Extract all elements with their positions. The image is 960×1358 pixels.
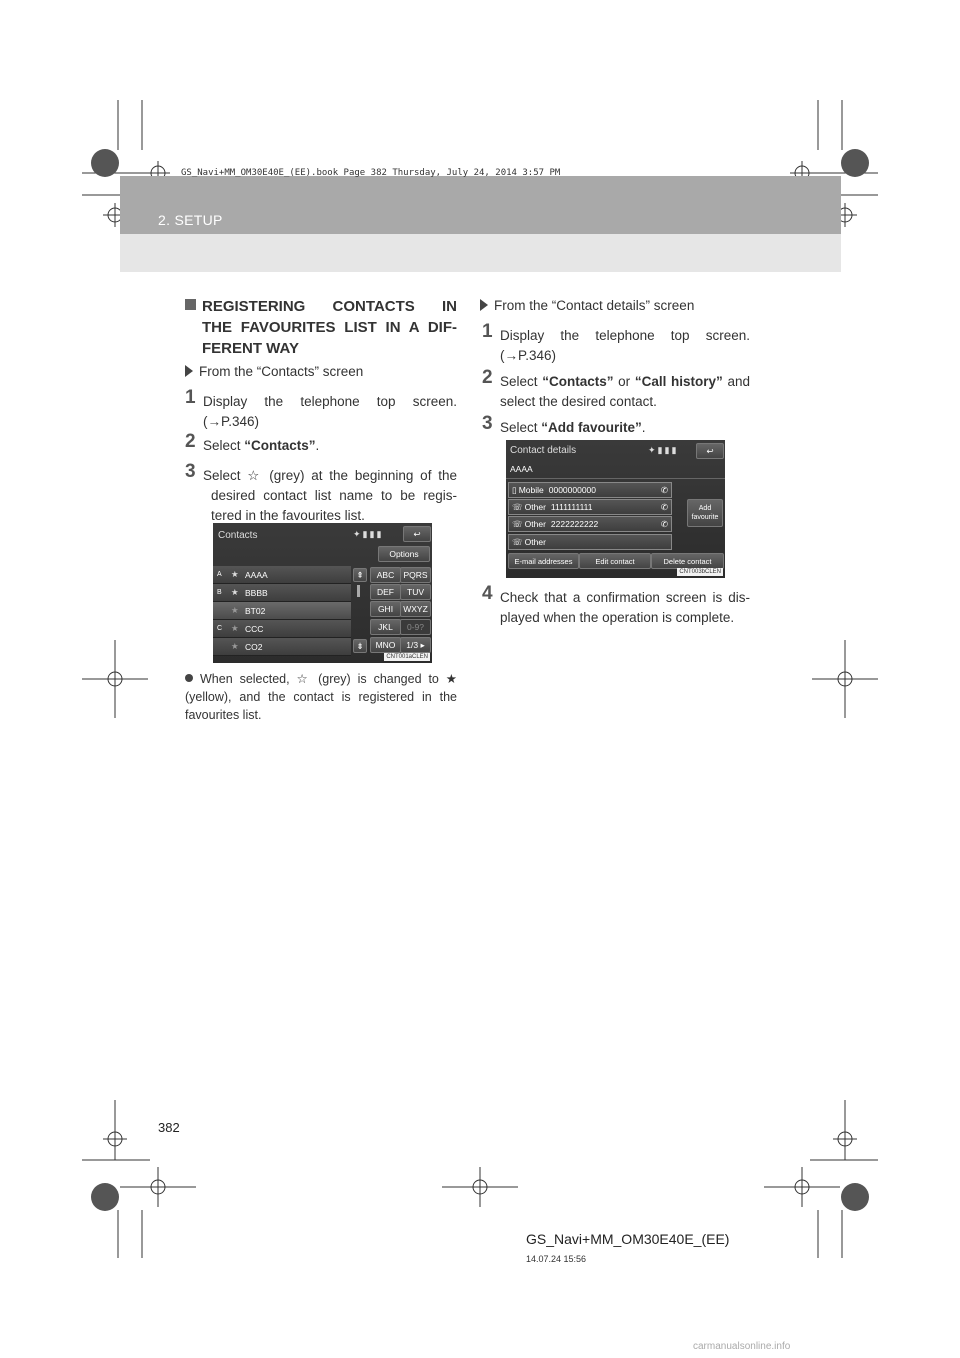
key-mno[interactable]: MNO: [370, 637, 401, 653]
contact-name: AAAA: [510, 464, 533, 474]
back-arrow-icon: ↩: [413, 528, 421, 539]
key-def[interactable]: DEF: [370, 584, 401, 600]
figure-code: CNT001aCLEN: [386, 654, 428, 660]
key-wxyz[interactable]: WXYZ: [400, 601, 431, 617]
page-number: 382: [158, 1120, 180, 1135]
call-icon: ✆: [660, 501, 668, 512]
add-favourite-button[interactable]: Add favourite: [687, 499, 723, 527]
contact-row[interactable]: ★ CO2: [213, 638, 351, 656]
note: When selected, ☆ (grey) is changed to ★ (yellow), and the contact is registered in the favourites list.: [185, 672, 457, 722]
star-icon[interactable]: ★: [231, 623, 239, 633]
key-ghi[interactable]: GHI: [370, 601, 401, 617]
contact-row[interactable]: B ★ BBBB: [213, 584, 351, 602]
star-icon[interactable]: ★: [231, 587, 239, 597]
right-step-1: 1 Display the telephone top screen. (→P.346): [482, 321, 750, 363]
section-title: 2. SETUP: [158, 212, 223, 228]
status-icons: ✦▮▮▮: [353, 529, 384, 539]
section-heading: REGISTERING CONTACTS IN THE FAVOURITES LIST IN A DIF- FERENT WAY: [185, 296, 457, 359]
watermark: carmanualsonline.info: [693, 1341, 791, 1352]
right-step-3: 3 Select “Add favourite”.: [482, 413, 646, 435]
screen-title: Contacts: [218, 530, 258, 541]
contact-row[interactable]: A ★ AAAA: [213, 566, 351, 584]
screen-title: Contact details: [510, 445, 577, 456]
scrollbar[interactable]: [357, 585, 360, 597]
key-numbers[interactable]: 0-9?: [400, 619, 431, 635]
contact-row[interactable]: ★ BT02: [213, 602, 351, 620]
triangle-right-icon: [480, 299, 488, 311]
phone-icon: ☏: [512, 536, 523, 547]
call-icon: ✆: [660, 518, 668, 529]
edit-contact-button[interactable]: Edit contact: [579, 553, 651, 569]
key-page[interactable]: 1/3 ▸: [400, 637, 431, 653]
star-icon[interactable]: ★: [231, 605, 239, 615]
double-down-icon: ⇟: [356, 640, 364, 651]
scroll-bottom-button[interactable]: [353, 639, 367, 653]
contact-details-screen: [506, 440, 725, 578]
phone-row[interactable]: ▯ Mobile 0000000000 ✆: [508, 482, 672, 498]
star-icon[interactable]: ★: [231, 641, 239, 651]
header-bar: [120, 176, 841, 234]
from-contacts-line: From the “Contacts” screen: [185, 364, 363, 379]
scroll-top-button[interactable]: [353, 568, 367, 582]
options-button[interactable]: Options: [378, 546, 430, 562]
from-contact-details-line: From the “Contact details” screen: [480, 298, 694, 313]
back-button[interactable]: [696, 443, 724, 459]
phone-row[interactable]: ☏ Other 2222222222 ✆: [508, 516, 672, 532]
figure-code: CNT003bCLEN: [679, 569, 721, 575]
contact-row[interactable]: C ★ CCC: [213, 620, 351, 638]
key-pqrs[interactable]: PQRS: [400, 567, 431, 583]
mobile-phone-icon: ▯: [512, 484, 517, 495]
phone-row[interactable]: ☏ Other 1111111111 ✆: [508, 499, 672, 515]
print-date: 14.07.24 15:56: [526, 1254, 587, 1264]
document-code: GS_Navi+MM_OM30E40E_(EE): [526, 1231, 730, 1247]
status-icons: ✦▮▮▮: [648, 445, 679, 455]
phone-icon: ☏: [512, 518, 523, 529]
right-step-2: 2 Select “Contacts” or “Call history” and select the desired contact.: [482, 367, 750, 409]
right-step-4: 4 Check that a confirmation screen is dis- played when the operation is complete.: [482, 583, 750, 625]
phone-icon: ☏: [512, 501, 523, 512]
book-info: GS_Navi+MM_OM30E40E_(EE).book Page 382 Thursday, July 24, 2014 3:57 PM: [181, 168, 561, 178]
back-arrow-icon: ↩: [706, 445, 714, 456]
square-bullet-icon: [185, 299, 196, 310]
contacts-screen: [213, 523, 432, 663]
call-icon: ✆: [660, 484, 668, 495]
back-button[interactable]: [403, 526, 431, 542]
email-addresses-button[interactable]: E-mail addresses: [508, 553, 579, 569]
left-step-1: 1 Display the telephone top screen. (→P.346): [185, 387, 457, 429]
key-abc[interactable]: ABC: [370, 567, 401, 583]
left-step-2: 2 Select “Contacts”.: [185, 431, 320, 453]
phone-row[interactable]: ☏ Other: [508, 534, 672, 550]
triangle-right-icon: [185, 365, 193, 377]
left-step-3: 3 Select ☆ (grey) at the beginning of the desired contact list name to be regis- tered in the favourites list.: [185, 461, 457, 523]
key-tuv[interactable]: TUV: [400, 584, 431, 600]
bullet-icon: [185, 674, 193, 682]
delete-contact-button[interactable]: Delete contact: [651, 553, 724, 569]
star-icon[interactable]: ★: [231, 569, 239, 579]
divider: [506, 478, 725, 479]
double-up-icon: ⇞: [356, 569, 364, 580]
key-jkl[interactable]: JKL: [370, 619, 401, 635]
